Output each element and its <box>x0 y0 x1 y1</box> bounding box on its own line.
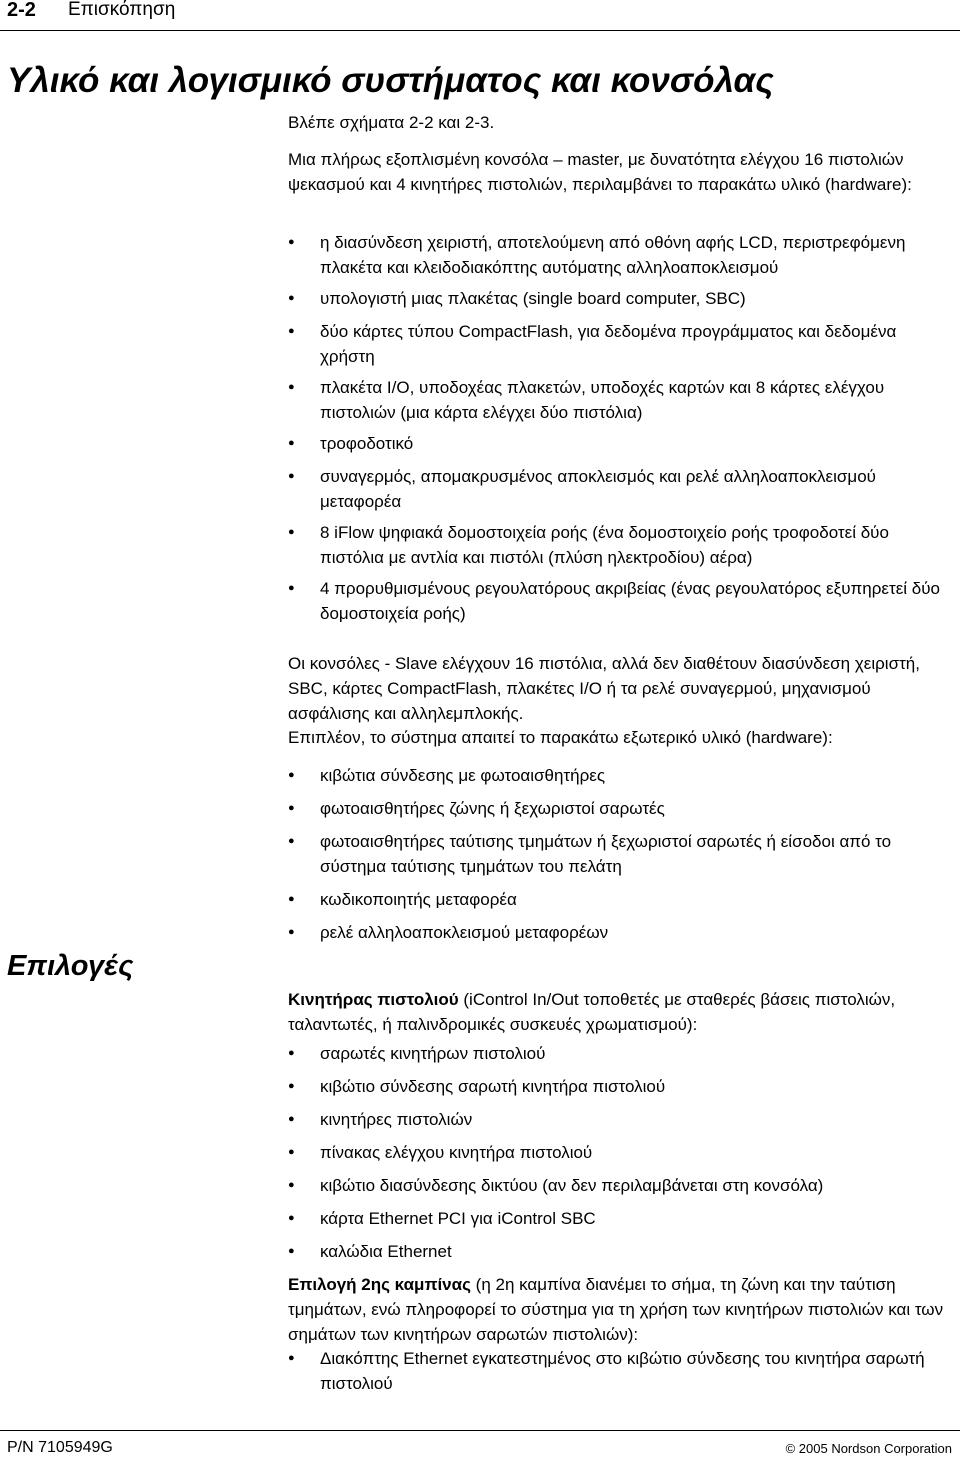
gun-mover-paragraph <box>288 987 952 1037</box>
list-item: ● πίνακας ελέγχου κινητήρα πιστολιού <box>288 1140 952 1165</box>
list-item: ● 8 iFlow ψηφιακά δομοστοιχεία ροής (ένα δομοστοιχείο ροής τροφοδοτεί δύο πιστόλια με αντλία και πιστόλι (πλύση ηλεκτροδίου) αέρα) <box>288 520 952 570</box>
list-item: ● ρελέ αλληλοαποκλεισμού μεταφορέων <box>288 920 952 945</box>
options-heading: Επιλογές <box>7 950 134 982</box>
header-section-title: Επισκόπηση <box>68 0 176 20</box>
see-figures-text: Βλέπε σχήματα 2-2 και 2-3. <box>288 113 495 132</box>
list-item: ● σαρωτές κινητήρων πιστολιού <box>288 1041 952 1066</box>
header-rule <box>0 30 960 31</box>
external-hardware-list <box>288 763 952 945</box>
list-item: ● πλακέτα I/O, υποδοχέας πλακετών, υποδοχές καρτών και 8 κάρτες ελέγχου πιστολιών (μια κάρτα ελέγχει δύο πιστόλια) <box>288 375 952 425</box>
list-item: ● κιβώτια σύνδεσης με φωτοαισθητήρες <box>288 763 952 788</box>
list-item: ● φωτοαισθητήρες ζώνης ή ξεχωριστοί σαρωτές <box>288 796 952 821</box>
copyright: © 2005 Nordson Corporation <box>785 1441 952 1456</box>
footer-rule <box>0 1430 960 1431</box>
list-item: ● Διακόπτης Ethernet εγκατεστημένος στο κιβώτιο σύνδεσης του κινητήρα σαρωτή πιστολιού <box>288 1346 952 1396</box>
gun-mover-list <box>288 1041 952 1264</box>
list-item: ● τροφοδοτικό <box>288 431 952 456</box>
list-item: ● καλώδια Ethernet <box>288 1239 952 1264</box>
slave-consoles-paragraph: Οι κονσόλες - Slave ελέγχουν 16 πιστόλια, αλλά δεν διαθέτουν διασύνδεση χειριστή, SBC, κάρτες CompactFlash, πλακέτες I/O ή τα ρελέ συναγερμού, μηχανισμού ασφάλισης και αλληλεμπλοκής. <box>288 654 920 723</box>
list-item: ● κινητήρες πιστολιών <box>288 1107 952 1132</box>
second-booth-list <box>288 1346 952 1396</box>
second-booth-paragraph <box>288 1272 952 1347</box>
list-item: ● κιβώτιο διασύνδεσης δικτύου (αν δεν περιλαμβάνεται στη κονσόλα) <box>288 1173 952 1198</box>
list-item: ● κάρτα Ethernet PCI για iControl SBC <box>288 1206 952 1231</box>
part-number: P/N 7105949G <box>7 1439 113 1456</box>
intro-paragraph: Μια πλήρως εξοπλισμένη κονσόλα – master, με δυνατότητα ελέγχου 16 πιστολιών ψεκασμού και 4 κινητήρες πιστολιών, περιλαμβάνει το παρακάτω υλικό (hardware): <box>288 150 912 194</box>
external-hardware-intro: Επιπλέον, το σύστημα απαιτεί το παρακάτω εξωτερικό υλικό (hardware): <box>288 728 833 747</box>
list-item: ● κιβώτιο σύνδεσης σαρωτή κινητήρα πιστολιού <box>288 1074 952 1099</box>
list-item: ● δύο κάρτες τύπου CompactFlash, για δεδομένα προγράμματος και δεδομένα χρήστη <box>288 319 952 369</box>
hardware-list <box>288 230 952 626</box>
gun-mover-description: (iControl In/Out τοποθετές με σταθερές βάσεις πιστολιών, ταλαντωτές, ή παλινδρομικές συσκευές χρωματισμού): <box>288 990 896 1034</box>
gun-mover-label: Κινητήρας πιστολιού <box>288 990 459 1009</box>
second-booth-description: (η 2η καμπίνα διανέμει το σήμα, τη ζώνη και την ταύτιση τμημάτων, ενώ πληροφορεί το σύστημα για τη χρήση των κινητήρων πιστολιών και των σημάτων των κινητήρων σαρωτών πιστολιών): <box>288 1275 944 1344</box>
second-booth-label: Επιλογή 2ης καμπίνας <box>288 1275 471 1294</box>
list-item: ● συναγερμός, απομακρυσμένος αποκλεισμός και ρελέ αλληλοαποκλεισμού μεταφορέα <box>288 464 952 514</box>
list-item: ● υπολογιστή μιας πλακέτας (single board computer, SBC) <box>288 286 952 311</box>
list-item: ● η διασύνδεση χειριστή, αποτελούμενη από οθόνη αφής LCD, περιστρεφόμενη πλακέτα και κλειδοδιακόπτης αυτόματης αλληλοαποκλεισμού <box>288 230 952 280</box>
list-item: ● φωτοαισθητήρες ταύτισης τμημάτων ή ξεχωριστοί σαρωτές ή είσοδοι από το σύστημα ταύτισης τμημάτων του πελάτη <box>288 829 952 879</box>
page-number: 2-2 <box>7 0 36 21</box>
section-title: Υλικό και λογισμικό συστήματος και κονσόλας <box>7 61 774 100</box>
list-item: ● κωδικοποιητής μεταφορέα <box>288 887 952 912</box>
list-item: ● 4 προρυθμισμένους ρεγουλατόρους ακριβείας (ένας ρεγουλατόρος εξυπηρετεί δύο δομοστοιχεία ροής) <box>288 576 952 626</box>
